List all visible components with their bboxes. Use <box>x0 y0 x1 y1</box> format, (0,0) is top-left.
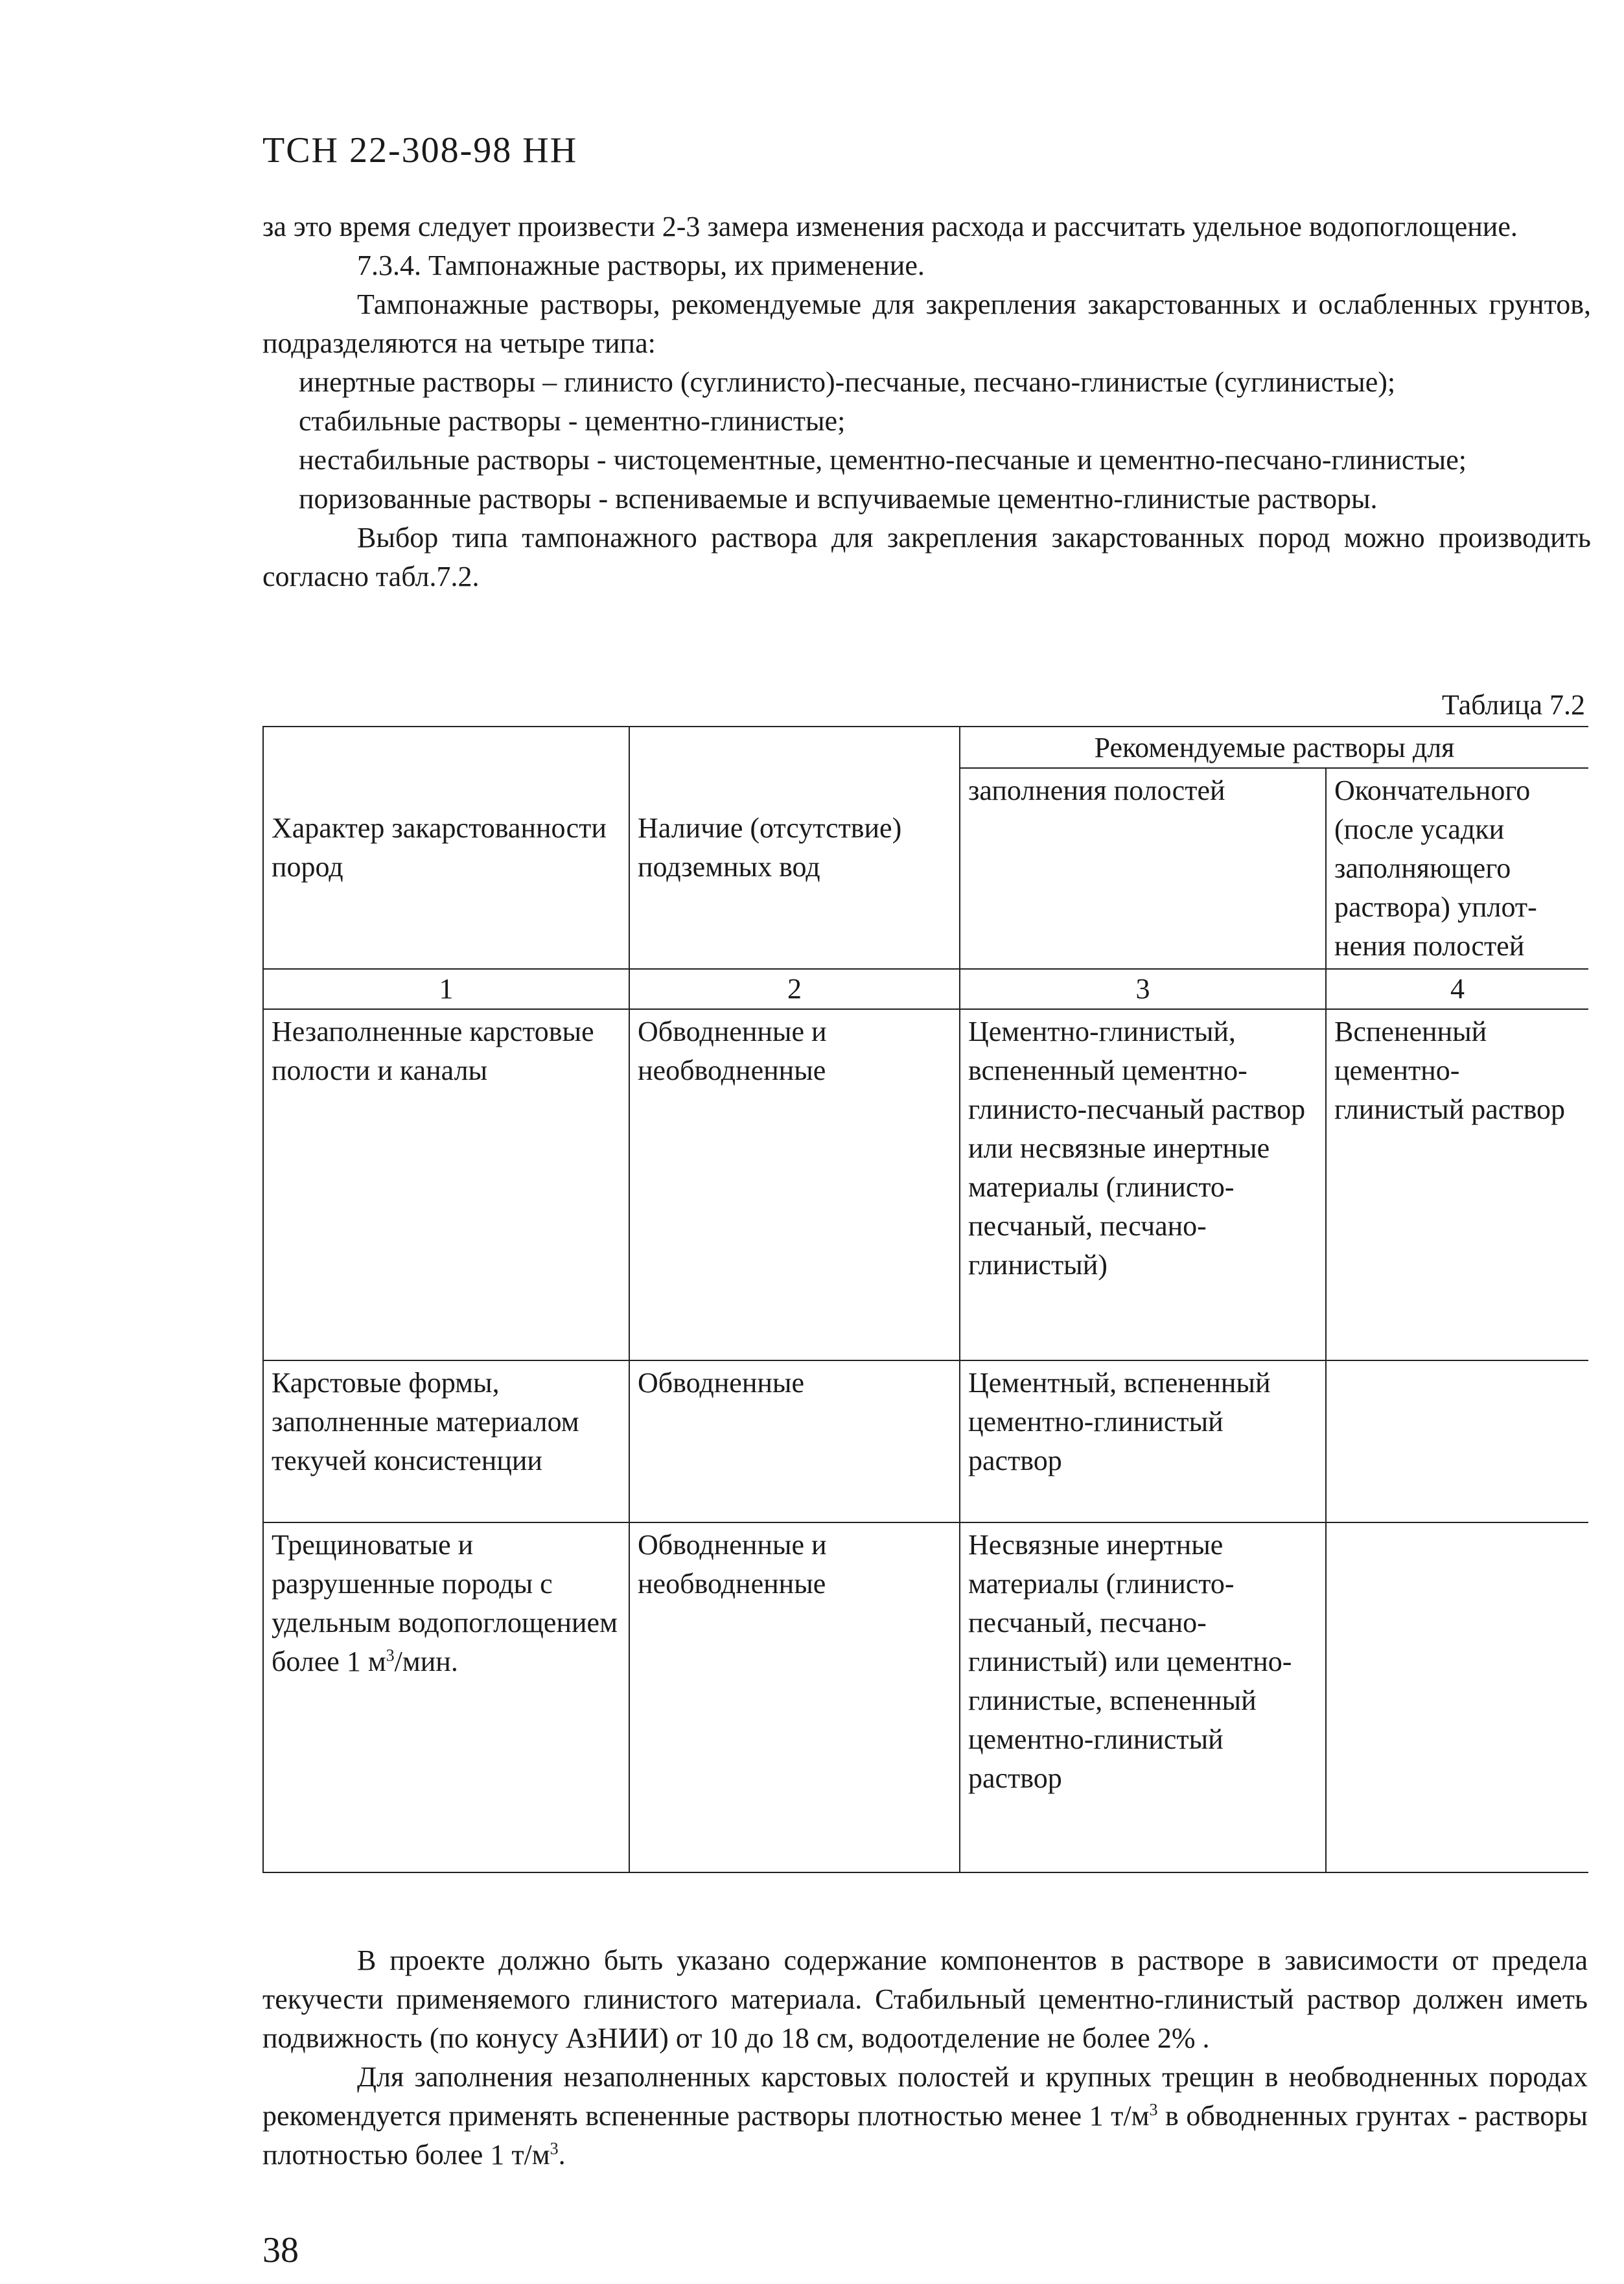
paragraph-composition: В проекте должно быть указано содержание компонентов в растворе в зависимости от предела текучести применяемого глинистого материала. Стабильный цементно-глинистый раствор должен иметь подвижность (по конусу АзНИИ) от 10 до 18 см, водоотделение не более 2% . <box>262 1944 1588 2054</box>
list-item-stable: стабильные растворы - цементно-глинистые; <box>299 405 846 437</box>
paragraph-types-intro: Тампонажные растворы, рекомендуемые для закрепления закарстованных и ослабленных грунтов, подразделяются на четыре типа: <box>262 288 1591 359</box>
row-3-compaction <box>1326 1522 1588 1872</box>
row-2-filling: Цементный, вспененный цементно-глинистый раствор <box>960 1360 1326 1522</box>
list-item-porous: поризованные растворы - вспениваемые и вспучиваемые цементно-глинистые растворы. <box>299 483 1378 515</box>
header-recommended-group: Рекомендуемые растворы для <box>960 727 1588 768</box>
row-1-filling: Цементно-глинистый, вспененный цементно-глинисто-песчаный раствор или несвязные инертные материалы (глинисто-песчаный, песчано-глинистый) <box>960 1009 1326 1360</box>
column-number: 4 <box>1326 969 1588 1009</box>
row-3-karst-unit: /мин. <box>394 1646 458 1677</box>
header-karst-character: Характер закарстованности пород <box>263 727 629 969</box>
row-1-water: Обводненные и необводненные <box>629 1009 960 1360</box>
row-1-compaction: Вспененный цементно-глинистый раствор <box>1326 1009 1588 1360</box>
row-3-karst <box>263 1522 629 1872</box>
table-header-row-1 <box>263 727 1588 768</box>
grout-table <box>262 726 1588 1873</box>
density-text-2: в обводненных грунтах - растворы плотностью более 1 т/м <box>262 2100 1588 2171</box>
table-number-row <box>263 969 1588 1009</box>
paragraph-continuation: за это время следует произвести 2-3 замера изменения расхода и рассчитать удельное водопоглощение. <box>262 211 1518 242</box>
list-item-inert: инертные растворы – глинисто (суглинисто)-песчаные, песчано-глинистые (суглинистые); <box>299 366 1396 398</box>
density-text-3: . <box>558 2139 566 2171</box>
paragraph-density <box>262 2058 1588 2174</box>
row-1-karst: Незаполненные карстовые полости и каналы <box>263 1009 629 1360</box>
header-final-compaction: Окончательного (после усадки заполняющего раствора) уплот-нения полостей <box>1326 768 1588 969</box>
superscript: 3 <box>386 1646 395 1665</box>
row-2-karst: Карстовые формы, заполненные материалом текучей консистенции <box>263 1360 629 1522</box>
density-text-1: Для заполнения незаполненных карстовых полостей и крупных трещин в необводненных породах рекомендуется применять вспененные растворы плотностью менее 1 т/м <box>262 2061 1588 2132</box>
column-number: 3 <box>960 969 1326 1009</box>
table-row <box>263 1009 1588 1360</box>
section-heading: 7.3.4. Тампонажные растворы, их применение. <box>357 250 925 281</box>
superscript: 3 <box>1149 2100 1158 2119</box>
superscript: 3 <box>550 2139 559 2158</box>
row-2-water: Обводненные <box>629 1360 960 1522</box>
column-number: 1 <box>263 969 629 1009</box>
paragraph-table-reference: Выбор типа тампонажного раствора для закрепления закарстованных пород можно производить согласно табл.7.2. <box>262 522 1591 592</box>
row-3-filling: Несвязные инертные материалы (глинисто-песчаный, песчано-глинистый) или цементно-глинистые, вспененный цементно-глинистый раствор <box>960 1522 1326 1872</box>
table-caption: Таблица 7.2 <box>1441 689 1585 721</box>
header-cavity-filling: заполнения полостей <box>960 768 1326 969</box>
document-header: ТСН 22-308-98 НН <box>262 130 578 170</box>
table-row <box>263 1522 1588 1872</box>
table-row <box>263 1360 1588 1522</box>
row-3-karst-text: Трещиноватые и разрушенные породы с удельным водопоглощением более 1 м <box>272 1529 618 1677</box>
outro-section <box>262 1941 1588 2174</box>
page-number: 38 <box>262 2230 299 2270</box>
column-number: 2 <box>629 969 960 1009</box>
header-groundwater: Наличие (отсутствие) подземных вод <box>629 727 960 969</box>
row-3-water: Обводненные и необводненные <box>629 1522 960 1872</box>
intro-section <box>262 207 1591 596</box>
list-item-unstable: нестабильные растворы - чистоцементные, цементно-песчаные и цементно-песчано-глинистые; <box>299 444 1467 476</box>
row-2-compaction <box>1326 1360 1588 1522</box>
